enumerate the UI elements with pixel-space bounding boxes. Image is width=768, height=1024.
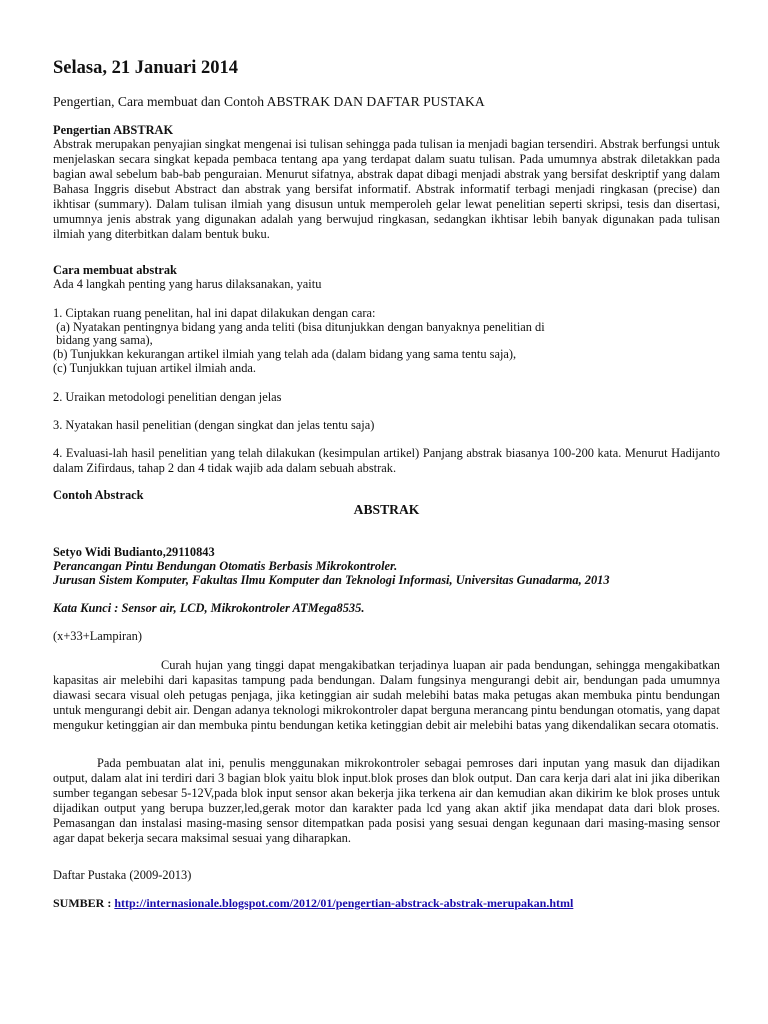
pengertian-heading: Pengertian ABSTRAK xyxy=(53,123,174,137)
abstract-department: Jurusan Sistem Komputer, Fakultas Ilmu Komputer dan Teknologi Informasi, Universitas Gunadarma, 2013 xyxy=(53,573,610,587)
step-1a-line1: (a) Nyatakan pentingnya bidang yang anda teliti (bisa ditunjukkan dengan banyaknya penelitian di xyxy=(53,320,545,334)
abstract-paragraph-2: Pada pembuatan alat ini, penulis menggunakan mikrokontroler sebagai pemroses dari inputan yang masuk dan dijadikan output, dalam alat ini terdiri dari 3 bagian blok yaitu blok input.blok proses dan blok output. Dan cara kerja dari alat ini jika diberikan sumber tegangan sebesar 5-12V,pada blok input sensor akan bekerja jika terkena air dan kemudian akan dikirim ke blok proses untuk dijadikan output yang berupa buzzer,led,gerak motor dan karakter pada lcd yang akan aktif jika mendapat data dari blok proses. Pemasangan dan instalasi masing-masing sensor ditempatkan pada posisi yang sesuai dengan kegunaan dari masing-masing sensor agar dapat bekerja secara maksimal sesuai yang diharapkan. xyxy=(53,756,720,845)
contoh-heading: Contoh Abstrack xyxy=(53,488,144,502)
abstract-keywords: Kata Kunci : Sensor air, LCD, Mikrokontroler ATMega8535. xyxy=(53,601,365,615)
step-4: 4. Evaluasi-lah hasil penelitian yang telah dilakukan (kesimpulan artikel) Panjang abstrak biasanya 100-200 kata. Menurut Hadijanto dalam Zifirdaus, tahap 2 dan 4 tidak wajib ada dalam sebuah abstrak. xyxy=(53,446,720,475)
abstract-author: Setyo Widi Budianto,29110843 xyxy=(53,545,215,559)
abstrak-title: ABSTRAK xyxy=(353,502,420,517)
step-1a-line2: bidang yang sama), xyxy=(53,333,153,347)
step-1: 1. Ciptakan ruang penelitan, hal ini dapat dilakukan dengan cara: xyxy=(53,306,376,320)
step-3: 3. Nyatakan hasil penelitian (dengan singkat dan jelas tentu saja) xyxy=(53,418,375,432)
post-date: Selasa, 21 Januari 2014 xyxy=(53,58,239,78)
source-line xyxy=(53,896,720,911)
cara-intro: Ada 4 langkah penting yang harus dilaksanakan, yaitu xyxy=(53,277,322,291)
daftar-pustaka: Daftar Pustaka (2009-2013) xyxy=(53,868,192,882)
source-label: SUMBER : xyxy=(53,896,115,910)
step-1c: (c) Tunjukkan tujuan artikel ilmiah anda. xyxy=(53,361,257,375)
step-1b: (b) Tunjukkan kekurangan artikel ilmiah yang telah ada (dalam bidang yang sama tentu saja), xyxy=(53,347,517,361)
abstract-pages: (x+33+Lampiran) xyxy=(53,629,142,643)
pengertian-body: Abstrak merupakan penyajian singkat mengenai isi tulisan sehingga pada tulisan ia menjadi bagian tersendiri. Abstrak berfungsi untuk menjelaskan secara singkat kepada pembaca tentang apa yang terdapat dalam suatu tulisan. Pada umumnya abstrak diletakkan pada bagian awal sebelum bab-bab penguraian. Menurut sifatnya, abstrak dapat dibagi menjadi abstrak yang bersifat deskriptif yang dalam Bahasa Inggris disebut Abstract dan abstrak yang bersifat informatif. Abstrak informatif terbagi menjadi ringkasan (precise) dan ikhtisar (summary). Dalam tulisan ilmiah yang disusun untuk memperoleh gelar lewat penelitian seperti skripsi, tesis dan disertasi, umumnya jenis abstrak yang digunakan adalah yang berwujud ringkasan, sedangkan ikhtisar lebih banyak digunakan pada tulisan ilmiah yang diterbitkan dalam bentuk buku. xyxy=(53,137,720,241)
abstract-paragraph-1: Curah hujan yang tinggi dapat mengakibatkan terjadinya luapan air pada bendungan, sehingga mengakibatkan kapasitas air melebihi dari kapasitas tampung pada bendungan. Dalam fungsinya mengurangi debit air, bendungan pada umumnya diawasi secara visual oleh petugas penjaga, jika ketinggian air sudah melebihi batas maka petugas akan membuka pintu bendungan untuk mengurangi debit air. Dengan adanya teknologi mikrokontroler dapat berguna merancang pintu bendungan otomatis, yang dapat mengukur ketinggian air dan membuka pintu bendungan ketika ketinggian debit air melebihi batas yang dikendalikan secara otomatis. xyxy=(53,658,720,732)
post-title: Pengertian, Cara membuat dan Contoh ABSTRAK DAN DAFTAR PUSTAKA xyxy=(53,94,485,109)
cara-heading: Cara membuat abstrak xyxy=(53,263,177,277)
source-link[interactable]: http://internasionale.blogspot.com/2012/01/pengertian-abstrack-abstrak-merupakan.html xyxy=(114,896,574,910)
abstract-thesis-title: Perancangan Pintu Bendungan Otomatis Berbasis Mikrokontroler. xyxy=(53,559,398,573)
step-2: 2. Uraikan metodologi penelitian dengan jelas xyxy=(53,390,282,404)
